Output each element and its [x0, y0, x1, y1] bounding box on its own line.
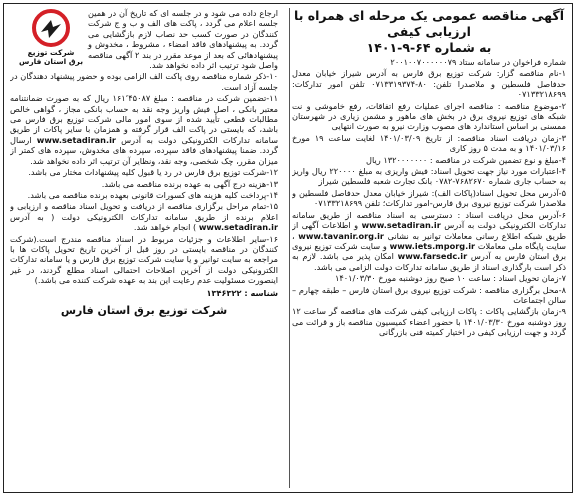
- tender-notice: [3, 3, 573, 493]
- notice-number: به شماره ۶۴-۹-۱۴۰۱: [366, 40, 492, 55]
- paragraph: ۴-اعتبارات مورد نیاز جهت تحویل اسناد: فیش واریزی به مبلغ ۲۲۰۰۰۰ ریال واریز به حساب جاری شماره ۷۶۸۲۶۷۰-۰۷۸۲ بانک تجارت شعبه فلسطین شیراز: [292, 166, 566, 187]
- paragraph-guarantee: [10, 93, 278, 166]
- paragraph-text: ۶-آدرس محل دریافت اسناد : دسترسی به اسناد مناقصه از طریق سامانه تدارکات الکترونیکی دولت به آدرس: [292, 209, 566, 231]
- paragraph-text: ) انجام خواهد شد.: [133, 222, 197, 233]
- notice-title: [292, 8, 566, 56]
- logo-org-name-2: برق استان فارس: [18, 57, 84, 66]
- iets-link[interactable]: www.iets.mporg.ir: [389, 240, 476, 251]
- paragraph-text: و سایت شرکت توزیع نیروی برق استان فارس به آدرس: [292, 240, 566, 262]
- paragraph: ۱-نام مناقصه گزار: شرکت توزیع برق فارس به آدرس شیراز خیابان معدل حدفاصل فلسطین و ملاصدرا تلفن: ۸۰-۰۷۱۳۳۱۹۳۷۴ تلفن امور تدارکات: ۰۷۱۳۳۲۱۸۶۹۹: [292, 68, 566, 100]
- paragraph-text: و اطلاعات آگهی از طریق شبکه اطلاع رسانی معاملات توانیر به نشانی: [292, 220, 566, 241]
- paragraph: ۲-موضوع مناقصه : مناقصه اجرای عملیات رفع اتفاقات، رفع خاموشی و نت شبکه های توزیع نیروی برق در بخش های ماهور و مشمن زیاری در شهرستان ممسنی بر اساس استاندارد های مصوب وزارت نیرو به صورت انتهایی: [292, 100, 566, 132]
- notice-code: شناسه : ۱۳۴۶۳۲۲: [206, 287, 278, 298]
- notice-title-text: آگهی مناقصه عمومی یک مرحله ای همراه با ارزیابی کیفی: [294, 8, 564, 39]
- signature: شرکت توزیع برق استان فارس: [60, 303, 228, 317]
- paragraph-text: امکان پذیر می باشد.: [319, 251, 394, 262]
- paragraph: ۳-زمان دریافت اسناد مناقصه: از تاریخ ۱۴۰۱/۰۳/۰۹ لغایت ساعت ۱۹ مورخ ۱۴۰۱/۰۳/۱۶ و به مدت ۵ روز کاری: [292, 132, 566, 154]
- paragraph: ۱۲-شرکت توزیع برق فارس در رد یا قبول کلیه پیشنهادات مختار می باشد.: [28, 167, 278, 178]
- paragraph-text: ارسال گردد. ضمنا پیشنهادهای فاقد سپرده، سپرده های مخدوش، سپرده های کمتر از میزان مقرر، چک شخصی، وجه نقد، ونظایر آن ترتیب اثر داده نخواهد شد.: [10, 134, 278, 166]
- paragraph: ۱۶-سایر اطلاعات و جزئیات مربوط در اسناد مناقصه مندرج است.(شرکت کنندگان در مناقصه بایستی در روز قبل از آخرین تاریخ تحویل پاکات ها با مراجعه به سایت توانیر و یا سایت شرکت توزیع برق فارس و یا سامانه تدارکات الکترونیکی دولت از آخرین اصلاحات احتمالی اسناد مطلع گردند، در غیر اینصورت مسئولیت عدم رعایت این بند به عهده شرکت کننده می باشد.): [10, 233, 278, 286]
- paragraph-text: ۱۵-تمام مراحل برگزاری مناقصه از دریافت و تحویل اسناد مناقصه و ارزیابی و اعلام برنده از طریق سامانه تدارکات الکترونیکی دولت ( به آدرس: [10, 201, 278, 222]
- paragraph: ۸-محل برگزاری مناقصه : شرکت توزیع نیروی برق استان فارس – طبقه چهارم – سالن اجتماعات: [292, 284, 566, 305]
- right-column: [292, 8, 566, 488]
- power-company-logo-icon: [29, 8, 73, 48]
- setadiran-link[interactable]: www.setadiran.ir: [361, 220, 441, 231]
- company-logo: [14, 8, 88, 66]
- paragraph: ۱۳-هزینه درج آگهی به عهده برنده مناقصه می باشد.: [101, 178, 278, 189]
- paragraph: ۹-زمان بازگشایی پاکات : پاکات ارزیابی کیفی شرکت های مناقصه گر ساعت ۱۲ روز دوشنبه مورخ ۱۴۰۱/۰۳/۳۰ با حضور اعضاء کمیسیون مناقصه باز و قرائت می گردد و جهت ارزیابی کیفی در اختیار کمیته فنی بازرگانی: [292, 306, 566, 338]
- paragraph-text: لازم به ذکر است بارگذاری اسناد از طریق سامانه تدارکات دولت الزامی می باشد.: [292, 251, 566, 272]
- paragraph: ۷-زمان تحویل اسناد : ساعت ۱۰ صبح روز دوشنبه مورخ ۱۴۰۱/۰۳/۳۰: [334, 273, 566, 284]
- paragraph-process: [10, 201, 278, 232]
- setadiran-link[interactable]: www.setadiran.ir: [198, 222, 278, 233]
- paragraph-text: ۱۱-تضمین شرکت در مناقصه : مبلغ ۱۶۱٬۴۵۰۸۷ ریال که به صورت ضمانتنامه معتبر بانکی ، اصل فیش واریز وجه نقد به حساب بانکی مجاز ، گواهی خالص مطالبات قطعی تأیید شده از سوی امور مالی شرکت توزیع برق فارس می باشد، که بایستی در پاکت الف قرار گرفته و همزمان با سایر پاکات از طریق سامانه تدارکات الکترونیکی دولت به آدرس: [10, 93, 278, 145]
- paragraph: ۴-مبلغ و نوع تضمین شرکت در مناقصه : ۱۳۲۰۰۰۰۰۰۰ ریال: [366, 154, 566, 165]
- paragraph: ۱۰-ذکر شماره مناقصه روی پاکت الف الزامی بوده و حضور پیشنهاد دهندگان در جلسه آزاد است.: [10, 71, 278, 92]
- paragraph: ارجاع داده می شود و در جلسه ای که تاریخ آن در همین جلسه اعلام می گردد ، پاکت های الف و ب و ج شرکت کنندگان در صورت کسب حد نصاب لازم بازگشایی می گردد. به پیشنهادهای فاقد امضاء ، مشروط ، مخدوش و پیشنهادهائی که بعد از موعد مقرر در بند ۲ آگهی مناقصه واصل شود ترتیب اثر داده نخواهد شد.: [88, 8, 278, 71]
- paragraph: شماره فراخوان در سامانه ستاد ۲۰۰۱۰۰۷۰۰۰۰۰۰۷۹: [390, 57, 566, 67]
- left-column: [10, 8, 278, 488]
- tavanir-link[interactable]: www.tavanir.org.ir: [298, 230, 384, 241]
- paragraph: ۱۴-پرداخت کلیه هزینه های کسورات قانونی بعهده برنده مناقصه می باشد.: [27, 189, 278, 200]
- logo-org-name: شرکت توزیع: [27, 48, 75, 57]
- paragraph-documents: [292, 210, 566, 272]
- column-divider: [289, 8, 290, 488]
- paragraph-text: ، سایت پایگاه ملی معاملات: [292, 230, 566, 251]
- farsedc-link[interactable]: www.farsedc.ir: [397, 251, 468, 262]
- setadiran-link[interactable]: www.setadiran.ir: [36, 134, 116, 145]
- paragraph: ۵-آدرس محل تحویل اسناد(پاکات الف): شیراز خیابان معدل حدفاصل فلسطین و ملاصدرا شرکت توزیع نیروی برق فارس-امور تدارکات؛ تلفن ۰۷۱۳۳۲۱۸۶۹۹: [292, 187, 566, 209]
